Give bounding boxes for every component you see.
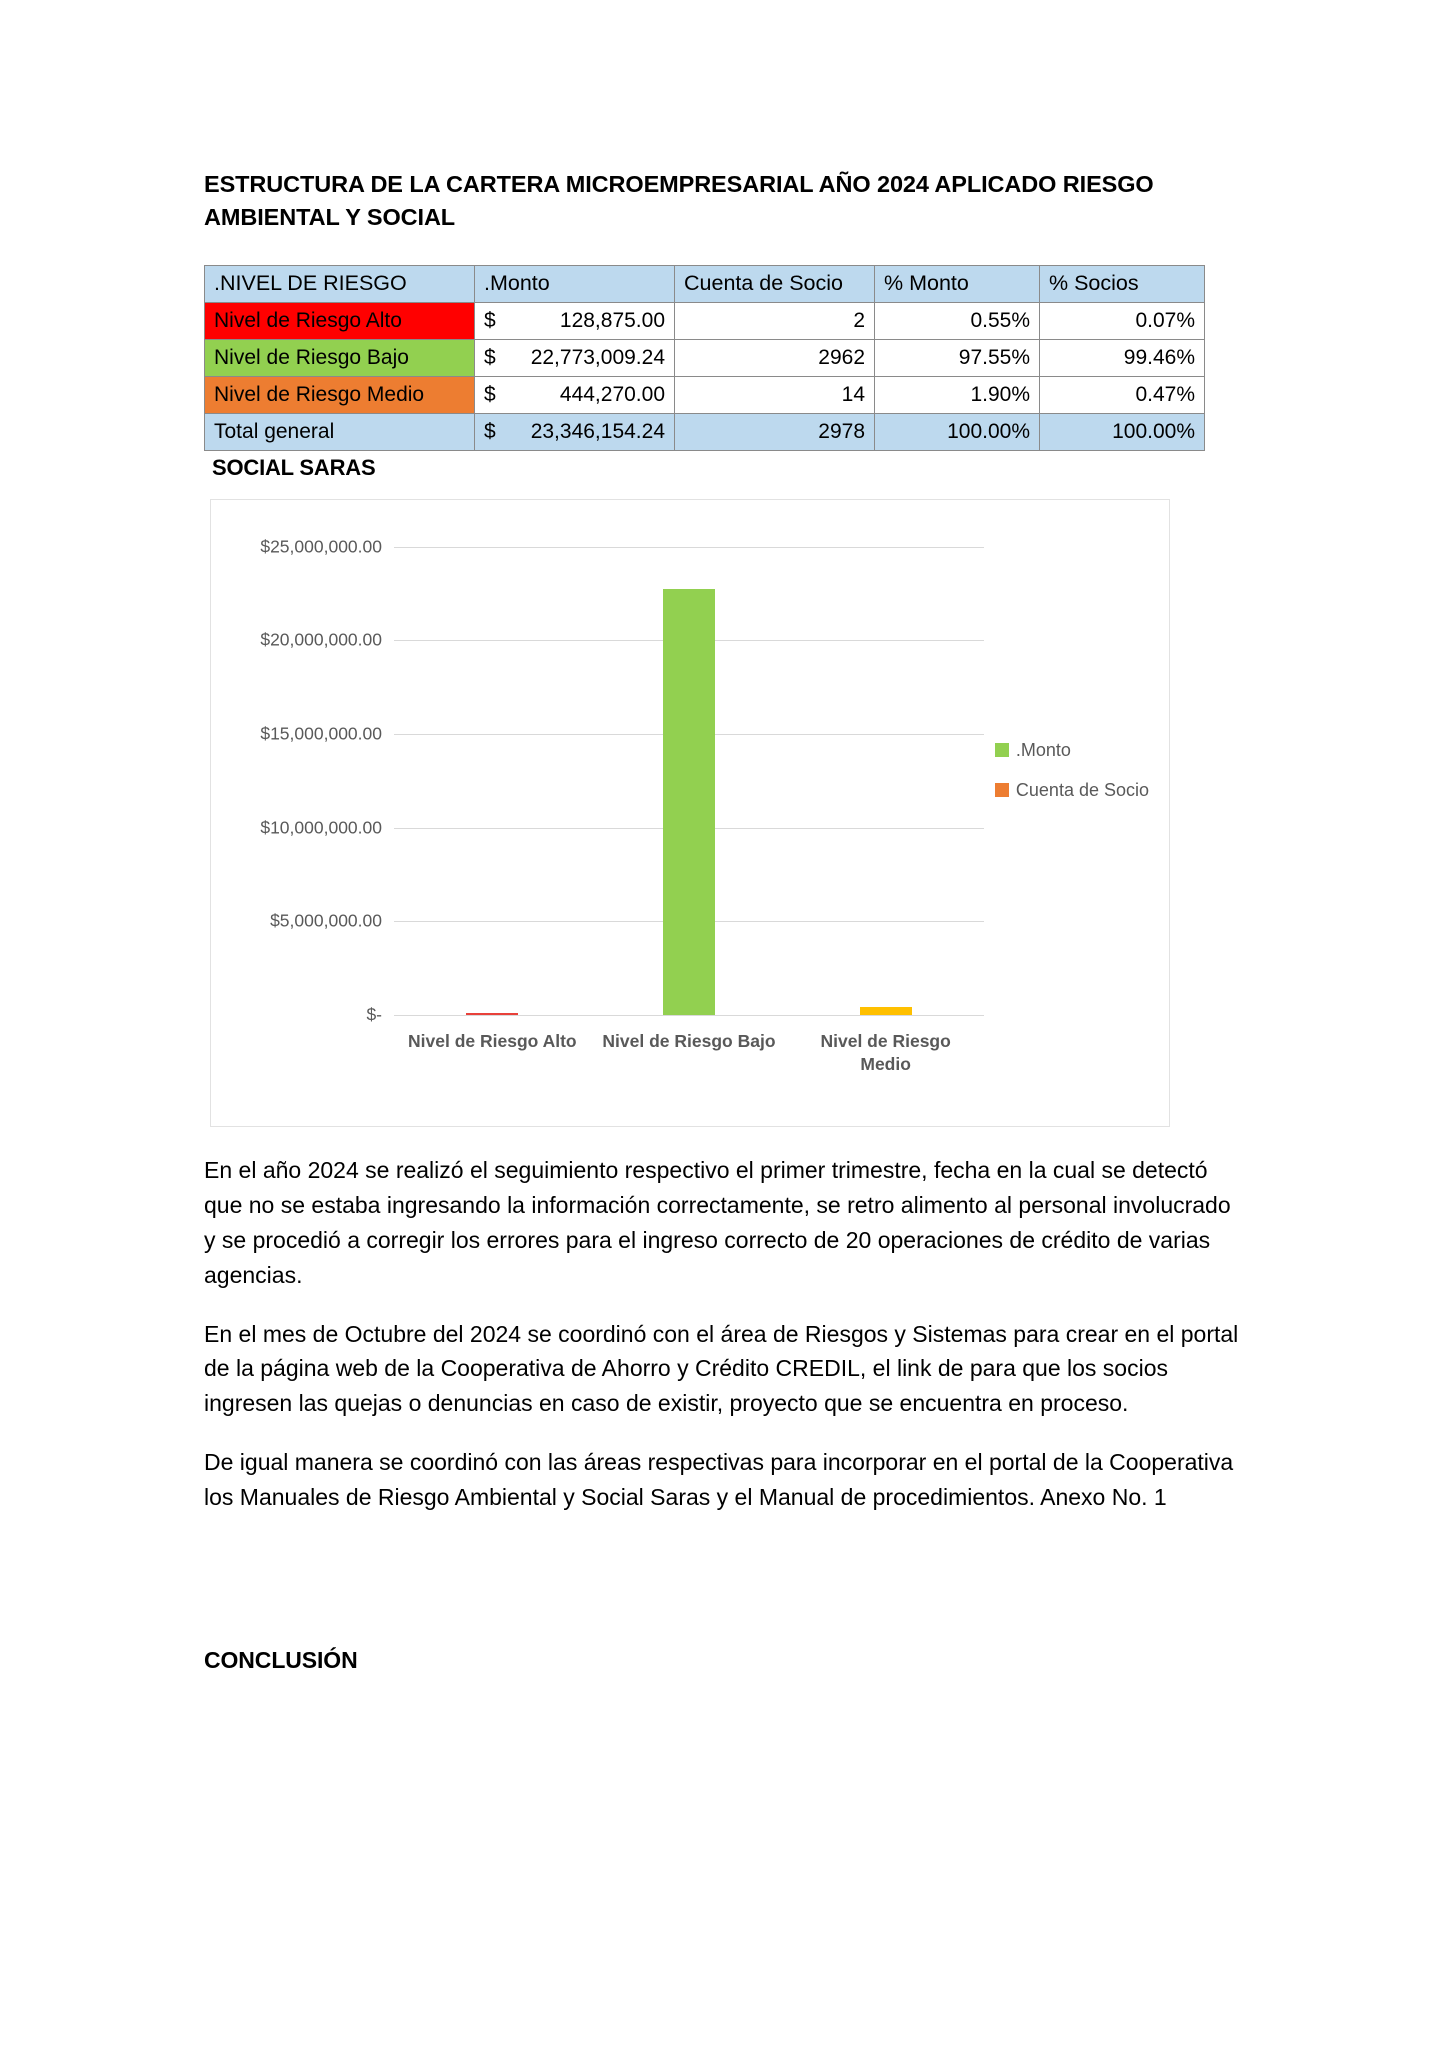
cell-total-cuenta: 2978 [675, 413, 875, 450]
paragraph-3: De igual manera se coordinó con las áreas respectivas para incorporar en el portal de la Cooperativa los Manuales de Riesgo Ambiental y Social Saras y el Manual de procedimientos. Anexo No. 1 [204, 1449, 1234, 1511]
legend-swatch-icon [995, 743, 1009, 757]
cell-pct-monto-medio: 1.90% [875, 376, 1040, 413]
bar-group-alto [394, 548, 591, 1051]
currency-symbol: $ [484, 382, 496, 406]
bar-group-medio [787, 548, 984, 1075]
y-axis-tick-label: $- [366, 1004, 382, 1025]
paragraph-2: En el mes de Octubre del 2024 se coordinó con el área de Riesgos y Sistemas para crear en el portal de la página web de la Cooperativa de Ahorro y Crédito CREDIL, el link de para que los socios ingresen las quejas o denuncias en caso de existir, proyecto que se encuentra en proceso. [204, 1320, 1239, 1417]
cell-pct-socios-alto: 0.07% [1040, 302, 1205, 339]
cell-nivel-bajo: Nivel de Riesgo Bajo [205, 339, 475, 376]
bar-group-bajo [591, 548, 788, 1051]
y-axis-tick-label: $25,000,000.00 [260, 536, 382, 557]
cell-total-monto-value: 23,346,154.24 [530, 419, 665, 443]
page-title: ESTRUCTURA DE LA CARTERA MICROEMPRESARIAL AÑO 2024 APLICADO RIESGO AMBIENTAL Y SOCIAL [204, 171, 1154, 231]
cell-total-pct-socios: 100.00% [1040, 413, 1205, 450]
bar-monto-bajo[interactable] [663, 589, 715, 1015]
x-axis-label-bajo: Nivel de Riesgo Bajo [602, 1030, 776, 1051]
table-header-row [205, 265, 1205, 302]
currency-symbol: $ [484, 419, 496, 443]
body-text [204, 1153, 1252, 1516]
legend-label-cuenta-socio: Cuenta de Socio [1015, 779, 1149, 800]
cell-monto-bajo [475, 339, 675, 376]
cell-monto-bajo-value: 22,773,009.24 [530, 345, 665, 369]
y-axis-tick-label: $10,000,000.00 [260, 817, 382, 838]
chart-plot-area [260, 536, 984, 1075]
cell-cuenta-alto: 2 [675, 302, 875, 339]
section-subtitle: SOCIAL SARAS [212, 454, 376, 480]
column-header-cuenta-socio: Cuenta de Socio [675, 265, 875, 302]
cell-nivel-medio: Nivel de Riesgo Medio [205, 376, 475, 413]
cell-total-pct-monto: 100.00% [875, 413, 1040, 450]
x-axis-line [394, 1015, 984, 1016]
cell-cuenta-bajo: 2962 [675, 339, 875, 376]
legend-item-monto [995, 740, 1149, 761]
column-header-nivel: .NIVEL DE RIESGO [205, 265, 475, 302]
chart-bars [394, 548, 984, 1075]
cell-monto-medio-value: 444,270.00 [559, 382, 665, 406]
bar-chart [210, 499, 1170, 1127]
cell-pct-monto-bajo: 97.55% [875, 339, 1040, 376]
table-row [205, 302, 1205, 339]
y-axis-tick-label: $5,000,000.00 [270, 910, 382, 931]
cell-monto-medio [475, 376, 675, 413]
y-axis-tick-label: $20,000,000.00 [260, 629, 382, 650]
cell-total-label: Total general [205, 413, 475, 450]
cell-pct-socios-bajo: 99.46% [1040, 339, 1205, 376]
column-header-monto: .Monto [475, 265, 675, 302]
x-axis-label-alto: Nivel de Riesgo Alto [408, 1030, 577, 1051]
cell-cuenta-medio: 14 [675, 376, 875, 413]
cell-monto-alto [475, 302, 675, 339]
chart-legend [995, 740, 1149, 820]
cell-pct-monto-alto: 0.55% [875, 302, 1040, 339]
legend-item-cuenta-socio [995, 780, 1149, 801]
currency-symbol: $ [484, 345, 496, 369]
column-header-pct-socios: % Socios [1040, 265, 1205, 302]
currency-symbol: $ [484, 308, 496, 332]
cell-pct-socios-medio: 0.47% [1040, 376, 1205, 413]
conclusion-heading: CONCLUSIÓN [204, 1647, 358, 1674]
cell-nivel-alto: Nivel de Riesgo Alto [205, 302, 475, 339]
legend-swatch-icon [995, 783, 1009, 797]
cell-monto-alto-value: 128,875.00 [559, 308, 665, 332]
column-header-pct-monto: % Monto [875, 265, 1040, 302]
table-total-row [205, 413, 1205, 450]
table-row [205, 339, 1205, 376]
y-axis-tick-label: $15,000,000.00 [260, 723, 382, 744]
risk-structure-table [204, 265, 1205, 451]
table-row [205, 376, 1205, 413]
paragraph-1: En el año 2024 se realizó el seguimiento respectivo el primer trimestre, fecha en la cual se detectó que no se estaba ingresando la información correctamente, se retro alimento al personal involucrado y se procedió a corregir los errores para el ingreso correcto de 20 operaciones de crédito de varias agencias. [204, 1156, 1231, 1288]
x-axis-label-medio: Nivel de Riesgo Medio [820, 1030, 951, 1075]
document-content [204, 168, 1252, 1674]
cell-total-monto [475, 413, 675, 450]
legend-label-monto: .Monto [1015, 739, 1071, 760]
